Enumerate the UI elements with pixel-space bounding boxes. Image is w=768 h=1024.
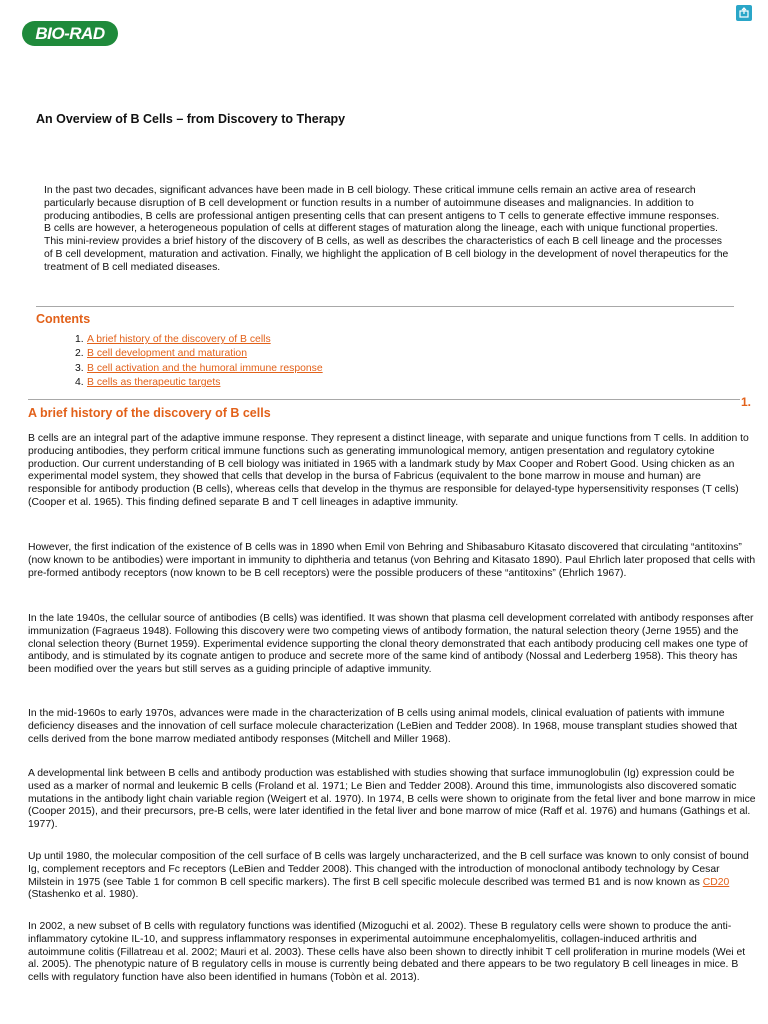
paragraph-text: Up until 1980, the molecular composition of the cell surface of B cells was largely uncharacterized, and the B cell surface was known to only consist of bound Ig, complement receptors and Fc receptors (LeBien and Tedder 2008). This changed with the introduction of monoclonal antibody technology by Cesar Milstein in 1975 (see Table 1 for common B cell specific markers). The first B cell specific molecule described was termed B1 and is now known as — [28, 851, 749, 888]
toc-link-brief-history[interactable]: A brief history of the discovery of B cells — [87, 334, 271, 345]
toc-item — [75, 376, 323, 390]
toc-number: 1. — [75, 334, 84, 345]
page-title: An Overview of B Cells – from Discovery to Therapy — [36, 112, 346, 126]
logo-text: BIO-RAD — [35, 23, 105, 43]
section-number: 1. — [741, 395, 752, 409]
section-heading: A brief history of the discovery of B cells — [28, 406, 271, 420]
toc-link-development[interactable]: B cell development and maturation — [87, 348, 247, 360]
paragraph: B cells are an integral part of the adaptive immune response. They represent a distinct lineage, with separate and unique functions from T cells. In addition to producing antibodies, they perform critical immune functions such as generating immunological memory, antigen presentation and regulatory cytokine production. Our current understanding of B cell biology was initiated in 1965 with a landmark study by Max Cooper and Robert Good. Using chicken as an experimental model system, they showed that cells that develop in the bursa of Fabricus (equivalent to the bone marrow in mouse and human) are responsible for antibody production (B cells), whereas cells that develop in the thymus are responsible for delayed-type hypersensitivity responses (T cells) (Cooper et al. 1965). This finding defined separate B and T cell lineages in adaptive immunity. — [28, 433, 749, 508]
cd20-link[interactable]: CD20 — [702, 876, 730, 888]
section-divider — [28, 399, 740, 400]
paragraph: A developmental link between B cells and antibody production was established with studies showing that surface immunoglobulin (Ig) expression could be used as a marker of normal and leukemic B cells (Froland et al. 1971; Le Bien and Tedder 2008). Around this time, immunologists also discovered somatic mutations in the antibody light chain variable region (Weigert et al. 1970). In 1974, B cells were shown to originate from the fetal liver and bone marrow in mice (Cooper 2015), and their precursors, pre-B cells, were later identified in the fetal liver and bone marrow of mice (Raff et al. 1976) and humans (Gathings et al. 1977). — [28, 768, 756, 831]
toc-link-therapeutic-targets[interactable]: B cells as therapeutic targets — [87, 377, 221, 389]
toc-link-activation[interactable]: B cell activation and the humoral immune response — [87, 362, 323, 374]
paragraph: In 2002, a new subset of B cells with regulatory functions was identified (Mizoguchi et al. 2002). These B regulatory cells were shown to produce the anti-inflammatory cytokine IL-10, and suppress inflammatory responses in experimental autoimmune encephalomyelitis, collagen-induced arthritis and autoimmune colitis (Fillatreau et al. 2002; Mauri et al. 2003). These cells have also been shown to directly inhibit T cell proliferation in murine models (Wei et al. 2005). The phenotypic nature of B regulatory cells in mouse is currently being debated and there appears to be two regulatory B cell lineages in mice. B cells with regulatory function have also been identified in humans (Tobòn et al. 2013). — [28, 921, 746, 984]
toc-number: 4. — [75, 377, 84, 389]
share-button[interactable] — [736, 5, 752, 21]
divider — [36, 306, 734, 307]
paragraph: In the mid-1960s to early 1970s, advances were made in the characterization of B cells using animal models, clinical evaluation of patients with immune deficiency diseases and the innovation of cell surface molecule characterization (LeBien and Tedder 2008). In 1968, mouse transplant studies showed that cells derived from the bone marrow mediated antibody responses (Mitchell and Miller 1968). — [28, 708, 738, 745]
toc-item — [75, 333, 323, 347]
toc-number: 3. — [75, 362, 84, 374]
abstract-text: In the past two decades, significant advances have been made in B cell biology. These critical immune cells remain an active area of research particularly because disruption of B cell development or function results in a number of autoimmune diseases and malignancies. In addition to producing antibodies, B cells are professional antigen presenting cells that can present antigens to T cells to generate effective immune responses. B cells are however, a heterogeneous population of cells at different stages of maturation along the lineage, each with unique functional properties. This mini-review provides a brief history of the discovery of B cells, as well as describes the characteristics of each B cell lineage and the processes of B cell development, maturation and activation. Finally, we highlight the application of B cell biology in the development of novel therapeutics for the treatment of B cell mediated diseases. — [44, 185, 729, 273]
bio-rad-logo[interactable] — [22, 21, 118, 46]
contents-heading: Contents — [36, 312, 91, 326]
toc-number: 2. — [75, 348, 84, 360]
table-of-contents — [75, 333, 323, 391]
share-icon — [736, 5, 752, 21]
paragraph: However, the first indication of the existence of B cells was in 1890 when Emil von Behring and Shibasaburo Kitasato discovered that circulating “antitoxins” (now known to be antibodies) were important in immunity to diphtheria and tetanus (von Behring and Kitasato 1890). Paul Ehrlich later proposed that cells with pre-formed antibody receptors (now known to be B cell receptors) were the possible producers of these “antitoxins” (Ehrlich 1967). — [28, 542, 756, 579]
toc-item — [75, 347, 323, 361]
paragraph — [28, 851, 756, 902]
paragraph: In the late 1940s, the cellular source of antibodies (B cells) was identified. It was shown that plasma cell development correlated with antibody responses after immunization (Fagraeus 1948). Following this discovery were two competing views of antibody formation, the natural selection theory (Jerne 1955) and the clonal selection theory (Burnet 1959). Experimental evidence supporting the clonal theory demonstrated that each antibody producing cell makes one type of antibody, and is stimulated by its cognate antigen to produce and secrete more of the same kind of antibody (Nossal and Lederberg 1958). This theory has been modified over the years but still serves as a guiding principle of adaptive immunity. — [28, 613, 754, 676]
paragraph-text: (Stashenko et al. 1980). — [28, 889, 139, 901]
toc-item — [75, 362, 323, 376]
